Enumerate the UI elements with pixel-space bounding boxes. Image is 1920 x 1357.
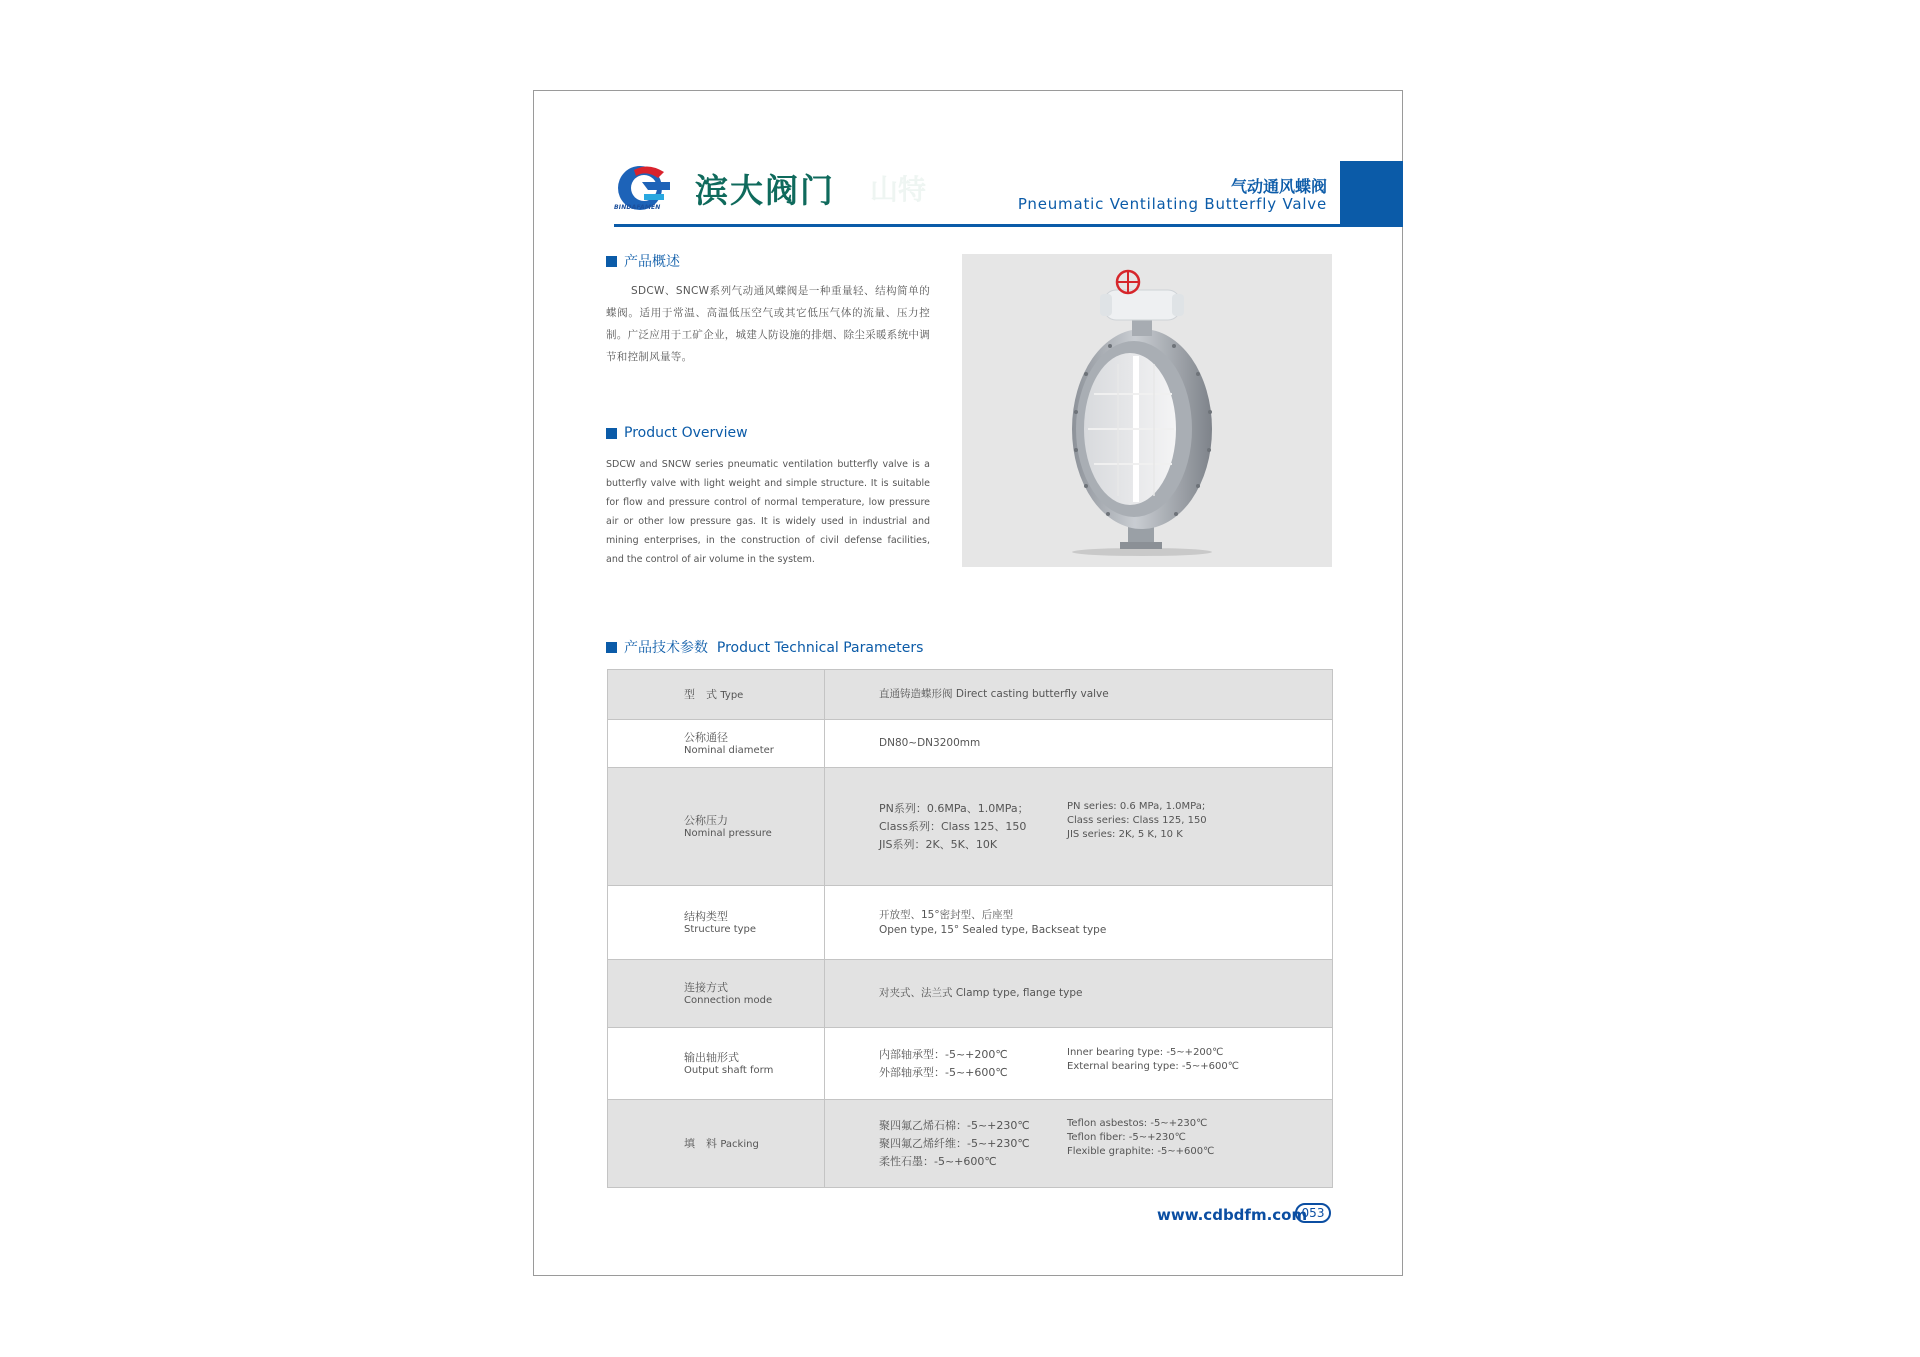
row-label: 型 式 Type [608, 670, 825, 720]
row-value: 聚四氟乙烯石棉：-5~+230℃ 聚四氟乙烯纤维：-5~+230℃ 柔性石墨：-5~+600℃ Teflon asbestos: -5~+230℃ Teflon fiber: -5~+230℃ Flexible graphite: -5~+600℃ [825, 1100, 1333, 1188]
table-row [608, 1100, 1333, 1188]
table-row [608, 1028, 1333, 1100]
row-value: PN系列：0.6MPa、1.0MPa； Class系列：Class 125、150 JIS系列：2K、5K、10K PN series: 0.6 MPa, 1.0MPa; Class series: Class 125, 150 JIS series: 2K, 5 K, 10 K [825, 768, 1333, 886]
table-row [608, 768, 1333, 886]
row-label: 填 料 Packing [608, 1100, 825, 1188]
row-value: 直通铸造蝶形阀 Direct casting butterfly valve [825, 670, 1333, 720]
params-heading-text: 产品技术参数 Product Technical Parameters [624, 640, 924, 656]
row-label: 公称压力 Nominal pressure [608, 768, 825, 886]
row-label: 连接方式 Connection mode [608, 960, 825, 1028]
overview-cn-text: SDCW、SNCW系列气动通风蝶阀是一种重量轻、结构简单的蝶阀。适用于常温、高温低压空气或其它低压气体的流量、压力控制。广泛应用于工矿企业，城建人防设施的排烟、除尘采暖系统中调节和控制风量等。 [606, 285, 930, 363]
params-heading [606, 637, 923, 657]
brand-name: 滨大阀门 [695, 171, 835, 210]
page-title-cn: 气动通风蝶阀 [1230, 177, 1327, 196]
square-bullet-icon [606, 428, 617, 439]
row-value: 对夹式、法兰式 Clamp type, flange type [825, 960, 1333, 1028]
page-title-en: Pneumatic Ventilating Butterfly Valve [1017, 195, 1327, 213]
table-row [608, 720, 1333, 768]
overview-en-heading [606, 425, 748, 441]
row-value: 开放型、15°密封型、后座型 Open type, 15° Sealed type, Backseat type [825, 886, 1333, 960]
overview-en-heading-text: Product Overview [624, 425, 748, 441]
row-value: DN80~DN3200mm [825, 720, 1333, 768]
table-row [608, 960, 1333, 1028]
table-row [608, 670, 1333, 720]
overview-cn-heading-text: 产品概述 [624, 254, 680, 270]
butterfly-valve-illustration [962, 254, 1332, 567]
table-row [608, 886, 1333, 960]
row-label: 公称通径 Nominal diameter [608, 720, 825, 768]
overview-en-text: SDCW and SNCW series pneumatic ventilation butterfly valve is a butterfly valve with light weight and simple structure. It is suitable for flow and pressure control of normal temperature, low pressure air or other low pressure gas. It is widely used in industrial and mining enterprises, in the construction of civil defense facilities, and the control of air volume in the system. [606, 459, 930, 565]
square-bullet-icon [606, 256, 617, 267]
product-photo [962, 254, 1332, 567]
page-number: 053 [1295, 1203, 1331, 1223]
row-label: 结构类型 Structure type [608, 886, 825, 960]
ghost-watermark-text: 山特 [870, 173, 927, 206]
spec-table [607, 669, 1333, 1188]
square-bullet-icon [606, 642, 617, 653]
overview-cn-heading [606, 251, 680, 271]
website-link[interactable]: www.cdbdfm.com [1157, 1206, 1308, 1224]
blue-corner-tab [1340, 161, 1403, 227]
header-divider [614, 224, 1340, 227]
row-label: 输出轴形式 Output shaft form [608, 1028, 825, 1100]
logo-subtext: BINDAFAMEN [614, 204, 661, 211]
row-value: 内部轴承型：-5~+200℃ 外部轴承型：-5~+600℃ Inner bearing type: -5~+200℃ External bearing type: -5~+600℃ [825, 1028, 1333, 1100]
